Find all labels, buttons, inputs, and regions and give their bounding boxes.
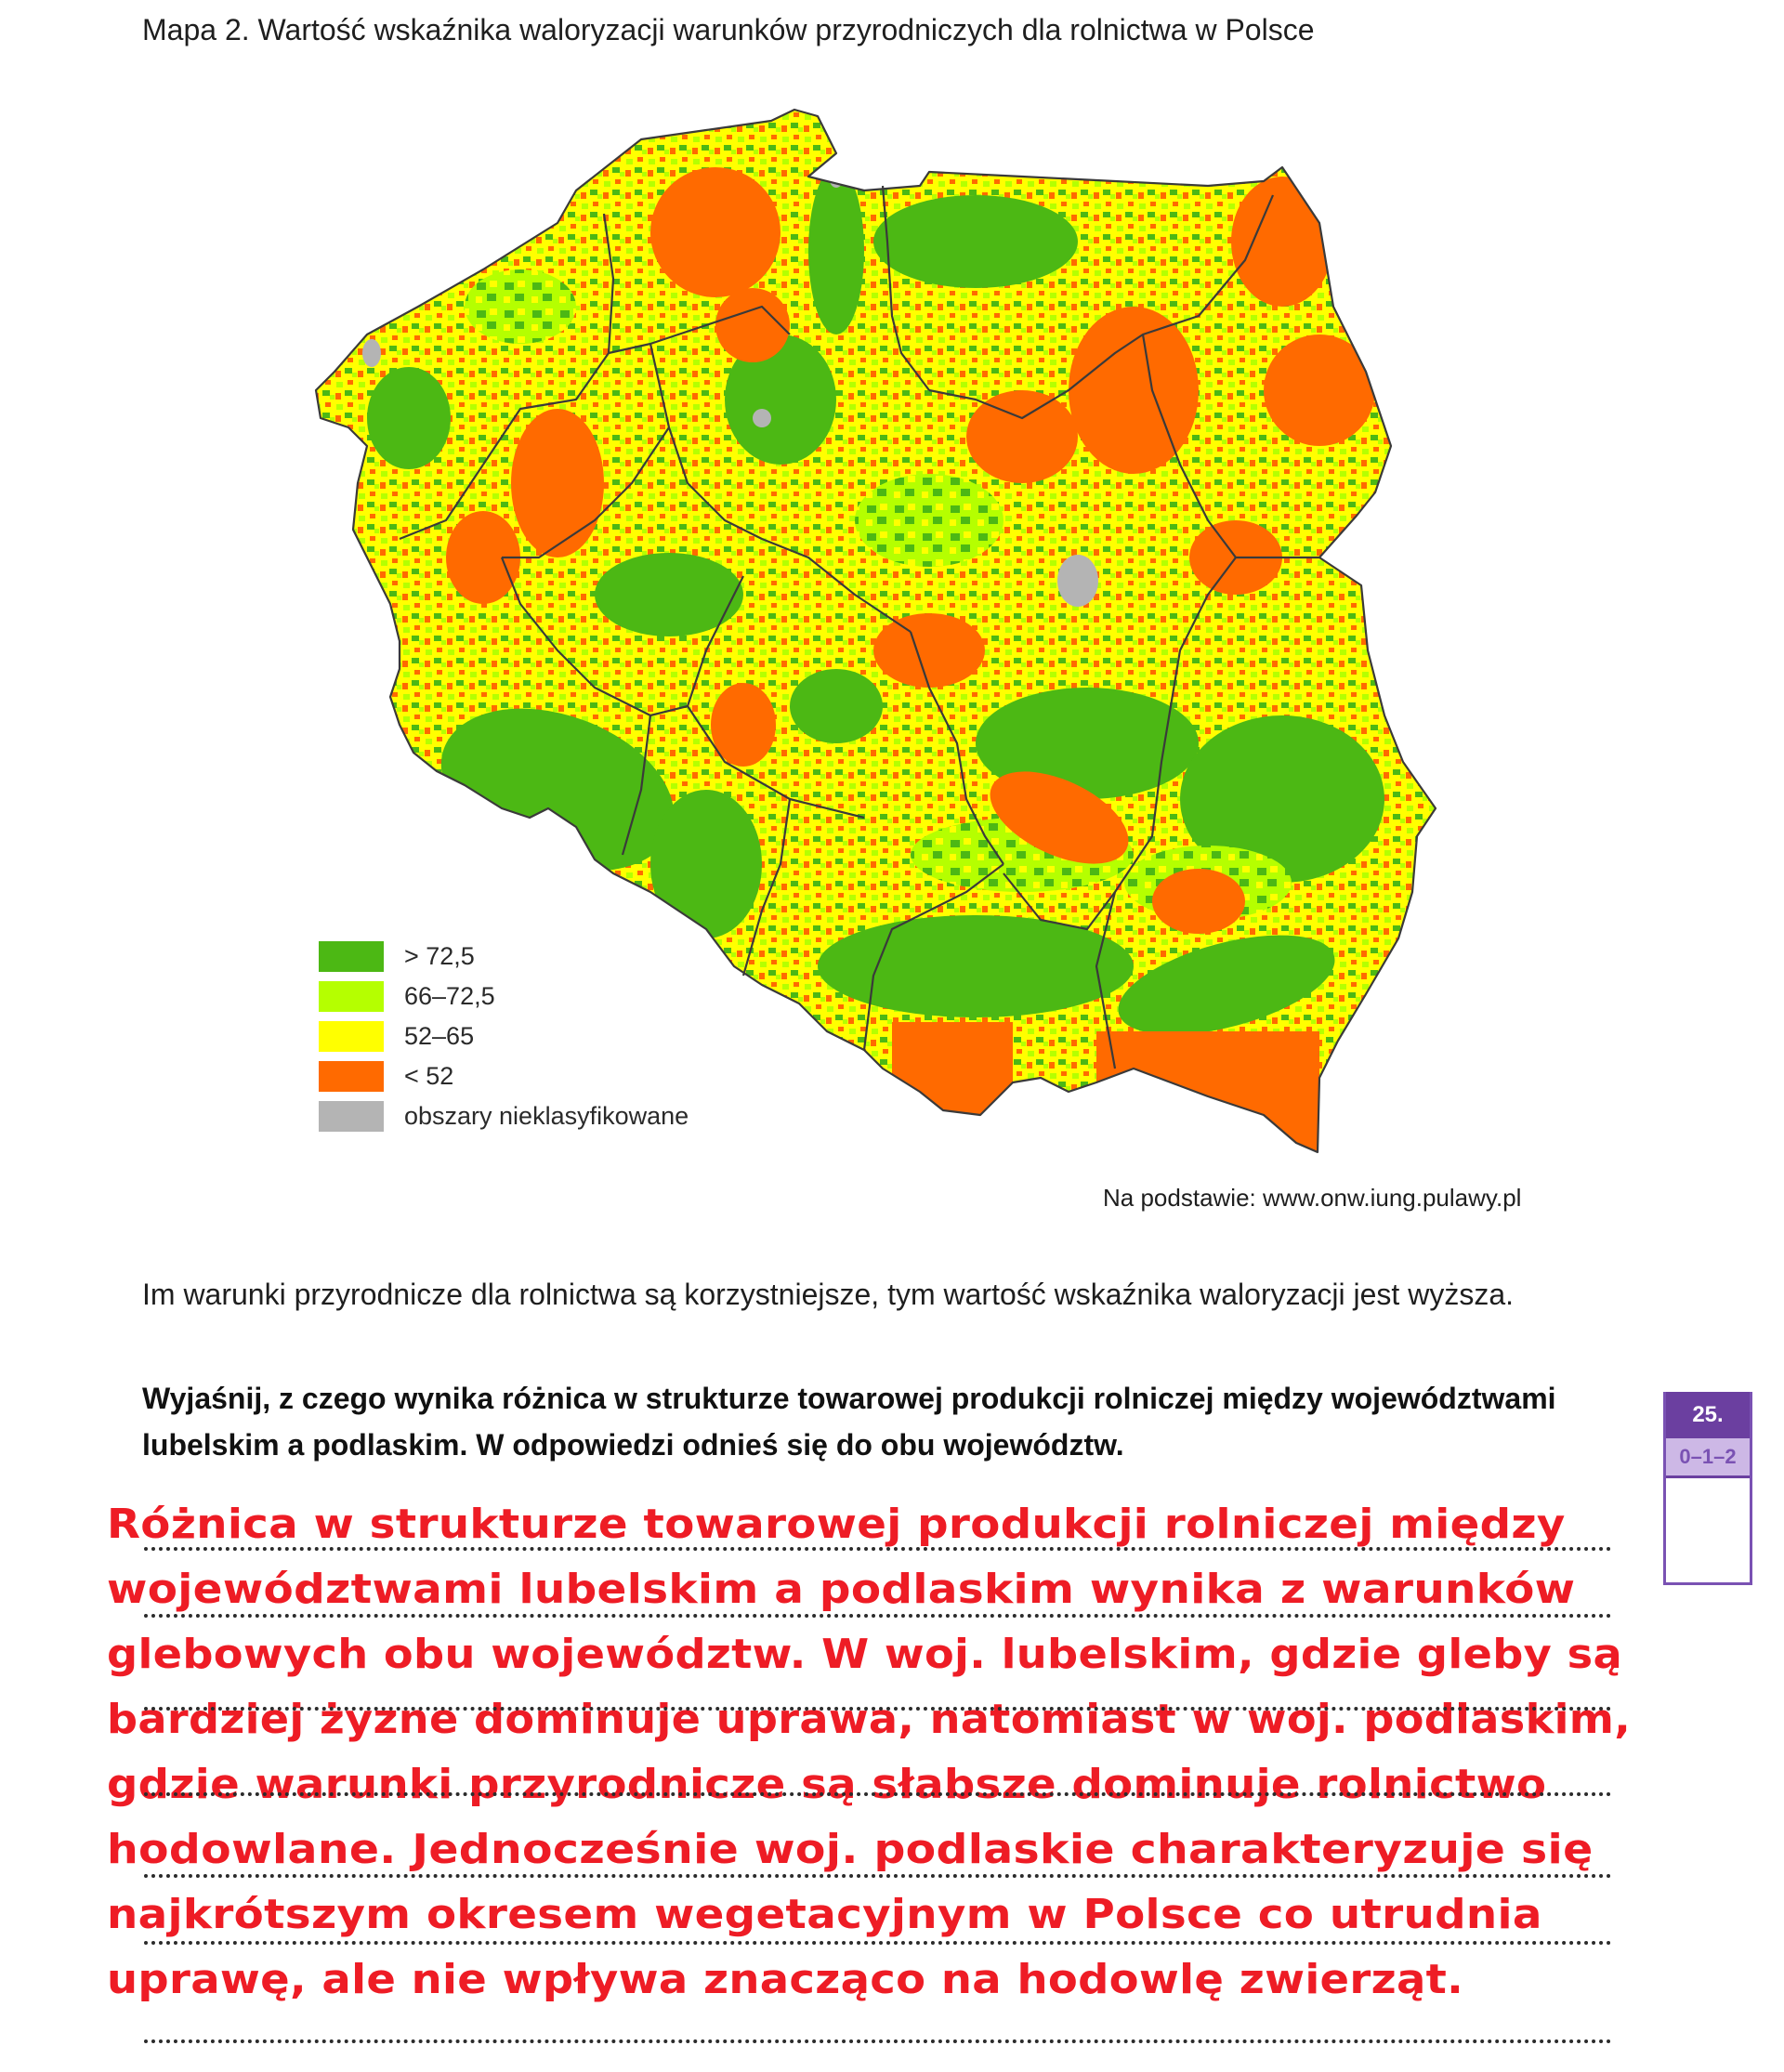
dotted-line xyxy=(144,2039,1612,2043)
answer-text: hodowlane. Jednocześnie woj. podlaskie charakteryzuje się xyxy=(107,1826,1594,1873)
legend-label: 66–72,5 xyxy=(404,982,495,1010)
legend-item-medium xyxy=(319,1016,689,1056)
answer-line xyxy=(107,1501,1668,1566)
legend-swatch xyxy=(319,1021,384,1052)
legend-item-very-high xyxy=(319,937,689,977)
answer-line xyxy=(107,1956,1668,2058)
answer-text: najkrótszym okresem wegetacyjnym w Polsce co utrudnia xyxy=(107,1891,1542,1938)
dotted-line xyxy=(144,1547,1612,1551)
dotted-line xyxy=(144,1792,1612,1796)
answer-line xyxy=(107,1891,1668,1956)
dotted-line xyxy=(144,1874,1612,1878)
legend-swatch xyxy=(319,1061,384,1092)
dotted-line xyxy=(144,1707,1612,1711)
dotted-line xyxy=(144,1614,1612,1618)
answer-line xyxy=(107,1826,1668,1891)
source-note: Na podstawie: www.onw.iung.pulawy.pl xyxy=(1103,1184,1522,1212)
legend-swatch xyxy=(319,981,384,1012)
answer-text: bardziej żyzne dominuje uprawa, natomiast w woj. podlaskim, xyxy=(107,1696,1632,1743)
answer-line xyxy=(107,1696,1668,1761)
dotted-line xyxy=(144,1941,1612,1945)
answer-line xyxy=(107,1566,1668,1631)
answer-text: województwami lubelskim a podlaskim wynika z warunków xyxy=(107,1566,1576,1613)
score-scale: 0–1–2 xyxy=(1666,1438,1750,1478)
task-number: 25. xyxy=(1666,1392,1750,1438)
intro-paragraph: Im warunki przyrodnicze dla rolnictwa są korzystniejsze, tym wartość wskaźnika waloryzacji jest wyższa. xyxy=(142,1278,1514,1311)
answer-text: Różnica w strukturze towarowej produkcji rolniczej między xyxy=(107,1501,1566,1548)
task-question: Wyjaśnij, z czego wynika różnica w strukturze towarowej produkcji rolniczej między województwami lubelskim a podlaskim. W odpowiedzi odnieś się do obu województw. xyxy=(142,1382,1556,1462)
legend-swatch xyxy=(319,941,384,972)
legend-swatch xyxy=(319,1101,384,1132)
legend-label: obszary nieklasyfikowane xyxy=(404,1102,689,1130)
legend-item-high xyxy=(319,977,689,1016)
answer-text: gdzie warunki przyrodnicze są słabsze dominuje rolnictwo xyxy=(107,1761,1547,1808)
legend-label: < 52 xyxy=(404,1062,454,1090)
map-legend xyxy=(319,937,689,1136)
legend-item-unclassified xyxy=(319,1096,689,1136)
answer-text: uprawę, ale nie wpływa znacząco na hodowlę zwierząt. xyxy=(107,1956,1464,2003)
legend-label: > 72,5 xyxy=(404,942,475,970)
legend-item-low xyxy=(319,1056,689,1096)
answer-line xyxy=(107,1761,1668,1826)
map-title: Mapa 2. Wartość wskaźnika waloryzacji warunków przyrodniczych dla rolnictwa w Polsce xyxy=(142,13,1315,46)
answer-line xyxy=(107,1631,1668,1696)
score-box xyxy=(1663,1392,1752,1585)
answer-text: glebowych obu województw. W woj. lubelskim, gdzie gleby są xyxy=(107,1631,1622,1678)
answer-area[interactable] xyxy=(107,1501,1668,2058)
legend-label: 52–65 xyxy=(404,1022,475,1050)
